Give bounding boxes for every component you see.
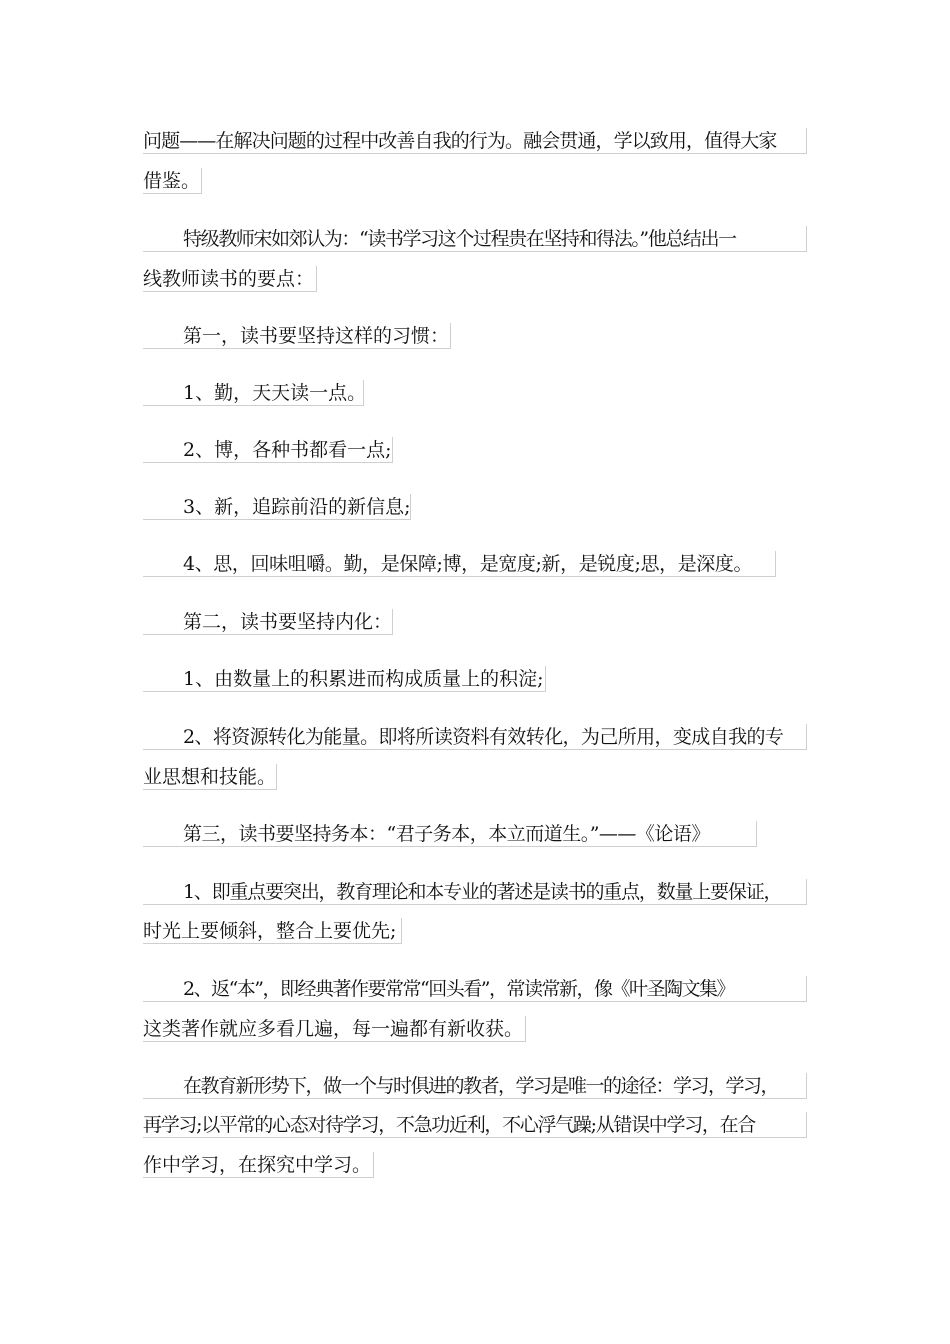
text-line: 业思想和技能。 — [143, 766, 277, 788]
section-heading: 第二，读书要坚持内化： — [143, 609, 393, 635]
text-line: 作中学习，在探究中学习。 — [143, 1152, 374, 1178]
text-line: 在教育新形势下，做一个与时俱进的教者，学习是唯一的途径：学习，学习， — [143, 1073, 807, 1099]
section-heading: 第一，读书要坚持这样的习惯： — [143, 323, 451, 349]
text-line: 这类著作就应多看几遍，每一遍都有新收获。 — [143, 1016, 526, 1042]
list-item: 2、返“本”，即经典著作要常常“回头看”，常读常新，像《叶圣陶文集》 — [143, 976, 807, 1002]
list-item: 2、将资源转化为能量。即将所读资料有效转化，为己所用，变成自我的专 — [143, 724, 807, 750]
list-item: 1、由数量上的积累进而构成质量上的积淀; — [143, 666, 546, 692]
list-item: 1、即重点要突出，教育理论和本专业的著述是读书的重点，数量上要保证， — [143, 879, 807, 905]
list-item: 4、思，回味咀嚼。勤，是保障;博，是宽度;新，是锐度;思，是深度。 — [143, 551, 776, 577]
text-line: 线教师读书的要点： — [143, 266, 317, 292]
text-line: 时光上要倾斜，整合上要优先; — [143, 918, 402, 944]
list-item: 2、博，各种书都看一点; — [143, 437, 393, 463]
text-line: 再学习;以平常的心态对待学习，不急功近利，不心浮气躁;从错误中学习，在合 — [143, 1112, 807, 1138]
text-line: 借鉴。 — [143, 170, 201, 192]
section-heading: 第三，读书要坚持务本：“君子务本，本立而道生。”——《论语》 — [143, 821, 757, 847]
list-item: 1、勤，天天读一点。 — [143, 380, 364, 406]
text-line: 问题——在解决问题的过程中改善自我的行为。融会贯通，学以致用，值得大家 — [143, 128, 807, 154]
list-item: 3、新，追踪前沿的新信息; — [143, 494, 411, 520]
text-line: 特级教师宋如郊认为：“读书学习这个过程贵在坚持和得法。”他总结出一 — [143, 226, 807, 252]
